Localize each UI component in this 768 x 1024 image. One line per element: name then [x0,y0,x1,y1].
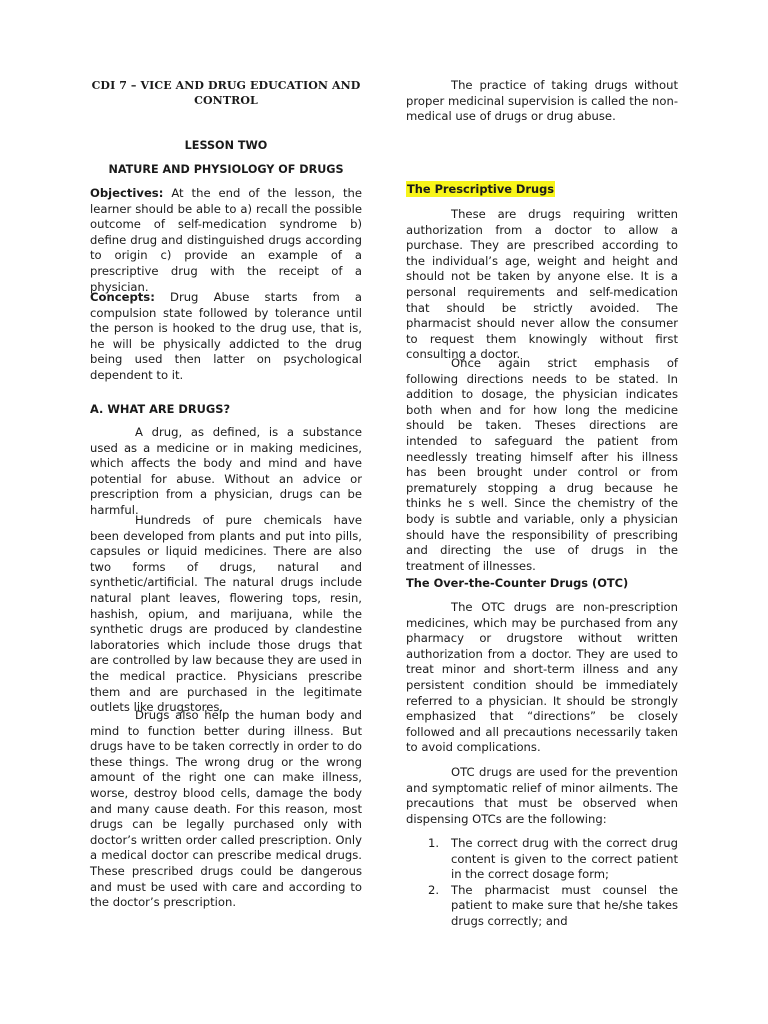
list-text: The pharmacist must counsel the patient to make sure that he/she takes drugs correctly; and [451,882,678,928]
objectives-paragraph [90,186,362,295]
highlighted-heading: The Prescriptive Drugs [407,182,555,196]
paragraph-prescriptive-2: Once again strict emphasis of following directions needs to be stated. In addition to dosage, the physician indicates both when and for how long the medicine should be taken. Theses directions are intended to safeguard the patient from needlessly treating himself after his illness has been brought under control or from prematurely stopping a drug because he thinks he s well. Since the chemistry of the body is subtle and variable, only a physician should have the responsibility of prescribing and directing the use of drugs in the treatment of illnesses. [406,356,678,573]
objectives-text: At the end of the lesson, the learner should be able to a) recall the possible outcome of self-medication syndrome b) define drug and distinguished drugs according to origin c) provide an example of a prescriptive drug with the receipt of a physician. [90,186,363,294]
lesson-label: LESSON TWO [184,139,268,152]
lesson-subtitle: NATURE AND PHYSIOLOGY OF DRUGS [108,163,344,176]
heading-otc-drugs: The Over-the-Counter Drugs (OTC) [406,576,629,590]
document-title: CDI 7 – VICE AND DRUG EDUCATION AND CONTROL [91,79,361,107]
list-number: 2. [428,882,440,897]
section-what-are-drugs: A. WHAT ARE DRUGS? [90,402,231,416]
paragraph-prescriptive-1: These are drugs requiring written authorization from a doctor to allow a purchase. They are prescribed according to the individual’s age, weight and height and should not be taken by anyone else. It is a personal requirements and self-medication that should be strictly avoided. The pharmacist should never allow the consumer to request them knowingly without first consulting a doctor. [406,207,678,362]
paragraph-drug-function: Drugs also help the human body and mind to function better during illness. But drugs have to be taken correctly in order to do these things. The wrong drug or the wrong amount of the right one can make illness, worse, destroy blood cells, damage the body and many cause death. For this reason, most drugs can be legally purchased only with doctor’s written order called prescription. Only a medical doctor can prescribe medical drugs. These prescribed drugs could be dangerous and must be used with care and according to the doctor’s prescription. [90,708,362,910]
paragraph-drug-abuse-intro: The practice of taking drugs without proper medicinal supervision is called the non-medical use of drugs or drug abuse. [406,78,678,124]
list-item [406,836,678,883]
paragraph-drug-forms: Hundreds of pure chemicals have been developed from plants and put into pills, capsules or liquid medicines. There are also two forms of drugs, natural and synthetic/artificial. The natural drugs include natural plant leaves, flowering tops, resin, hashish, opium, and marijuana, while the synthetic drugs are produced by clandestine laboratories which include those drugs that are controlled by law because they are used in the medical practice. Physicians prescribe them and are purchased in the legitimate outlets like drugstores. [90,513,362,715]
paragraph-drug-definition: A drug, as defined, is a substance used as a medicine or in making medicines, which affects the body and mind and have potential for abuse. Without an advice or prescription from a physician, drugs can be harmful. [90,425,362,517]
list-number: 1. [428,836,440,850]
concepts-text: Drug Abuse starts from a compulsion state followed by tolerance until the person is hooked to the drug use, that is, he will be physically addicted to the drug being used then latter on psychological dependent to it. [90,290,362,382]
concepts-paragraph [90,290,362,384]
list-text: The correct drug with the correct drug content is given to the correct patient in the correct dosage form; [451,836,678,882]
objectives-label: Objectives: [90,186,164,200]
paragraph-otc-1: The OTC drugs are non-prescription medicines, which may be purchased from any pharmacy or drugstore without written authorization from a doctor. They are used to treat minor and short-term illness and any persistent condition should be immediately referred to a physician. It should be strongly emphasized that “directions” be closely followed and all precautions necessarily taken to avoid complications. [406,600,678,755]
heading-prescriptive-drugs [406,182,678,196]
list-item [406,883,678,930]
concepts-label: Concepts: [90,290,155,304]
precautions-list [406,836,678,930]
paragraph-otc-2: OTC drugs are used for the prevention and symptomatic relief of minor ailments. The precautions that must be observed when dispensing OTCs are the following: [406,765,678,826]
